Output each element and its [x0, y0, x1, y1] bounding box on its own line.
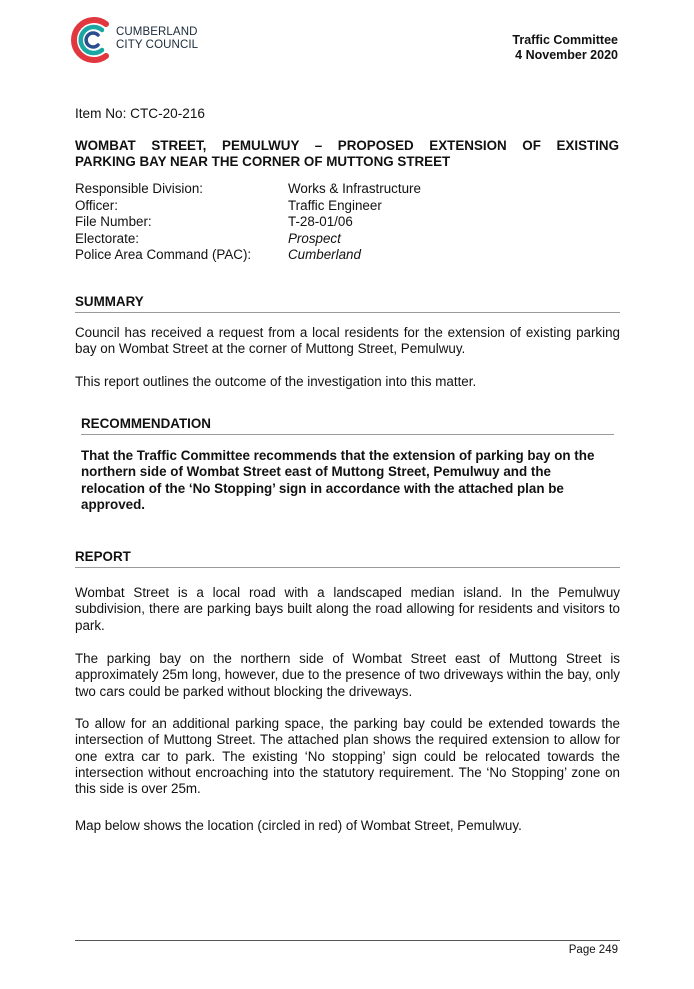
detail-label: Responsible Division: [75, 181, 204, 196]
detail-value: Traffic Engineer [288, 197, 382, 213]
report-paragraph-3: To allow for an additional parking space, the parking bay could be extended towards the intersection of Muttong Street. The attached plan shows the required extension to allow for one extra car to park. The existing ‘No stopping’ sign could be relocated towards the intersection without encroaching into the statutory requirement. The ‘No Stopping’ zone on this side is over 25m. [75, 716, 620, 797]
logo-line-2: CITY COUNCIL [116, 38, 199, 51]
title-line-2: PARKING BAY NEAR THE CORNER OF MUTTONG STREET [75, 154, 451, 169]
report-paragraph-2: The parking bay on the northern side of Wombat Street east of Muttong Street is approximately 25m long, however, due to the presence of two driveways within the bay, only two cars could be parked without blocking the driveways. [75, 651, 620, 699]
recommendation-heading: RECOMMENDATION [81, 416, 614, 435]
report-heading: REPORT [75, 549, 620, 568]
detail-label: File Number: [75, 214, 152, 229]
detail-value: Works & Infrastructure [288, 181, 421, 196]
detail-value: T-28-01/06 [288, 214, 353, 229]
detail-label: Officer: [75, 197, 118, 213]
logo-text [116, 26, 198, 51]
detail-row [75, 198, 421, 215]
meeting-date: 4 November 2020 [515, 48, 618, 62]
report-details [75, 181, 421, 264]
detail-row [75, 181, 421, 198]
item-number: Item No: CTC-20-216 [75, 106, 205, 121]
detail-label: Electorate: [75, 230, 140, 246]
report-title [75, 138, 619, 170]
meeting-name: Traffic Committee [512, 33, 618, 47]
report-paragraph-1: Wombat Street is a local road with a landscaped median island. In the Pemulwuy subdivision, there are parking bays built along the road allowing for residents and visitors to park. [75, 585, 620, 633]
footer-divider [75, 940, 620, 941]
detail-row [75, 214, 421, 231]
meeting-meta [512, 33, 618, 63]
summary-heading: SUMMARY [75, 294, 620, 313]
logo-line-1: CUMBERLAND [116, 26, 198, 38]
detail-label: Police Area Command (PAC): [75, 247, 252, 262]
summary-paragraph-2: This report outlines the outcome of the investigation into this matter. [75, 374, 477, 389]
detail-row [75, 247, 421, 264]
detail-value: Prospect [288, 230, 341, 246]
summary-paragraph-1: Council has received a request from a local residents for the extension of existing parking bay on Wombat Street at the corner of Muttong Street, Pemulwuy. [75, 325, 620, 357]
recommendation-body: That the Traffic Committee recommends that the extension of parking bay on the northern side of Wombat Street east of Muttong Street, Pemulwuy and the relocation of the ‘No Stopping’ sign in accordance with the attached plan be approved. [81, 448, 595, 512]
title-line-1: WOMBAT STREET, PEMULWUY – PROPOSED EXTENSION OF EXISTING [75, 138, 619, 153]
detail-row [75, 231, 421, 248]
council-logo [66, 12, 246, 68]
page-number: Page 249 [568, 944, 618, 956]
logo-mark-icon [66, 12, 114, 68]
detail-value: Cumberland [288, 247, 361, 262]
report-paragraph-4: Map below shows the location (circled in red) of Wombat Street, Pemulwuy. [75, 818, 522, 833]
